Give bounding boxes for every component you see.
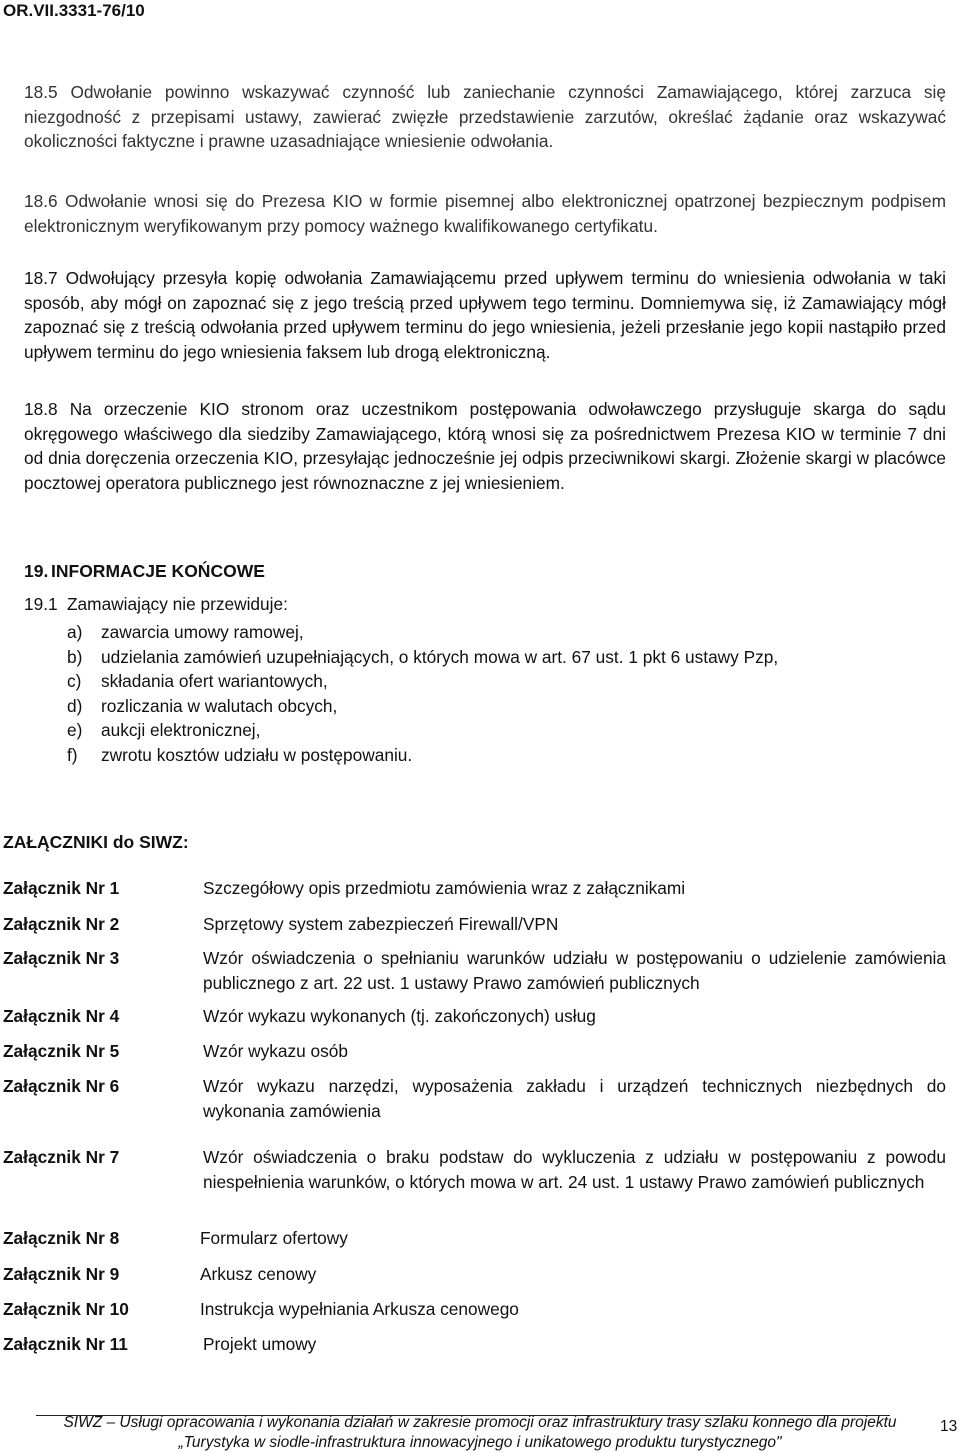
list-letter: b) [67, 646, 83, 667]
list-item [67, 645, 778, 670]
attachment-label: Załącznik Nr 10 [3, 1299, 129, 1319]
list-text: składania ofert wariantowych, [101, 671, 328, 691]
attachment-label: Załącznik Nr 1 [3, 878, 120, 898]
attachment-label: Załącznik Nr 11 [3, 1334, 128, 1354]
list-letter: d) [67, 695, 83, 716]
subsection-number: 19.1 [24, 594, 58, 614]
footer-line-1: SIWZ – Usługi opracowania i wykonania działań w zakresie promocji oraz infrastruktury trasy szlaku konnego dla projektu [63, 1414, 897, 1431]
section-title: INFORMACJE KOŃCOWE [51, 561, 265, 581]
footer-line-2: „Turystyka w siodle-infrastruktura innowacyjnego i unikatowego produktu turystycznego" [178, 1434, 782, 1451]
list-item [67, 718, 778, 743]
attachment-label: Załącznik Nr 4 [3, 1006, 120, 1026]
attachment-description: Formularz ofertowy [200, 1228, 348, 1248]
attachments-title: ZAŁĄCZNIKI do SIWZ: [3, 832, 189, 852]
attachment-description: Wzór oświadczenia o braku podstaw do wykluczenia z udziału w postępowaniu z powodu niespełnienia warunków, o których mowa w art. 24 ust. 1 ustawy Prawo zamówień publicznych [203, 1147, 946, 1192]
list-item [67, 669, 778, 694]
attachment-description: Instrukcja wypełniania Arkusza cenowego [200, 1299, 519, 1319]
paragraph-18-7: 18.7 Odwołujący przesyła kopię odwołania Zamawiającemu przed upływem terminu do wniesienia odwołania w taki sposób, aby mógł on zapoznać się z jego treścią przed upływem tego terminu. Domniemywa się, iż Zamawiający mógł zapoznać się z treścią odwołania przed upływem terminu do jego wniesienia, jeżeli przesłanie jego kopii nastąpiło przed upływem terminu do jego wniesienia faksem lub drogą elektroniczną. [24, 268, 946, 362]
list-text: rozliczania w walutach obcych, [101, 695, 338, 716]
attachment-description: Szczegółowy opis przedmiotu zamówienia wraz z załącznikami [203, 878, 686, 898]
list-text: zwrotu kosztów udziału w postępowaniu. [101, 744, 413, 765]
paragraph-18-8: 18.8 Na orzeczenie KIO stronom oraz uczestnikom postępowania odwoławczego przysługuje skarga do sądu okręgowego właściwego dla siedziby Zamawiającego, którą wnosi się za pośrednictwem Prezesa KIO w terminie 7 dni od dnia doręczenia orzeczenia KIO, przesyłając jednocześnie jej odpis przeciwnikowi skargi. Złożenie skargi w placówce pocztowej operatora publicznego jest równoznaczne z jej wniesieniem. [24, 399, 946, 493]
paragraph-18-6: 18.6 Odwołanie wnosi się do Prezesa KIO w formie pisemnej albo elektronicznej opatrzonej bezpiecznym podpisem elektronicznym weryfikowanym przy pomocy ważnego kwalifikowanego certyfikatu. [24, 191, 946, 236]
attachment-description: Wzór wykazu wykonanych (tj. zakończonych) usług [203, 1006, 596, 1026]
list-letter: e) [67, 720, 83, 740]
list-text: udzielania zamówień uzupełniających, o których mowa w art. 67 ust. 1 pkt 6 ustawy Pzp, [101, 646, 779, 667]
attachment-label: Załącznik Nr 3 [3, 948, 120, 968]
attachment-description: Sprzętowy system zabezpieczeń Firewall/VPN [203, 914, 559, 934]
attachment-label: Załącznik Nr 7 [3, 1147, 120, 1167]
exclusion-list [67, 620, 778, 767]
list-item [67, 743, 778, 768]
page-number: 13 [940, 1418, 958, 1435]
attachment-description: Wzór oświadczenia o spełnianiu warunków udziału w postępowaniu o udzielenie zamówienia publicznego z art. 22 ust. 1 ustawy Prawo zamówień publicznych [203, 948, 946, 993]
subsection-text: Zamawiający nie przewiduje: [67, 594, 288, 614]
section-19-heading [24, 561, 265, 582]
attachment-label: Załącznik Nr 6 [3, 1076, 120, 1096]
attachment-label: Załącznik Nr 8 [3, 1228, 120, 1248]
section-19-1-intro [24, 594, 288, 615]
list-text: zawarcia umowy ramowej, [101, 622, 304, 642]
list-letter: f) [67, 744, 78, 765]
attachment-label: Załącznik Nr 5 [3, 1041, 120, 1061]
footer [0, 1413, 960, 1453]
paragraph-18-5: 18.5 Odwołanie powinno wskazywać czynność lub zaniechanie czynności Zamawiającego, której zarzuca się niezgodność z przepisami ustawy, zawierać zwięzłe przedstawienie zarzutów, określać żądanie oraz wskazywać okoliczności faktyczne i prawne uzasadniające wniesienie odwołania. [24, 82, 946, 151]
list-text: aukcji elektronicznej, [101, 720, 261, 740]
list-item [67, 694, 778, 719]
list-item [67, 620, 778, 645]
list-letter: c) [67, 671, 82, 691]
section-number: 19. [24, 561, 49, 581]
list-letter: a) [67, 622, 83, 642]
attachment-label: Załącznik Nr 2 [3, 914, 120, 934]
attachment-description: Arkusz cenowy [200, 1264, 317, 1284]
attachment-label: Załącznik Nr 9 [3, 1264, 120, 1284]
document-code: OR.VII.3331-76/10 [3, 1, 145, 20]
attachment-description: Wzór wykazu narzędzi, wyposażenia zakładu i urządzeń technicznych niezbędnych do wykonania zamówienia [203, 1076, 946, 1121]
attachment-description: Projekt umowy [203, 1334, 317, 1354]
attachment-description: Wzór wykazu osób [203, 1041, 349, 1061]
